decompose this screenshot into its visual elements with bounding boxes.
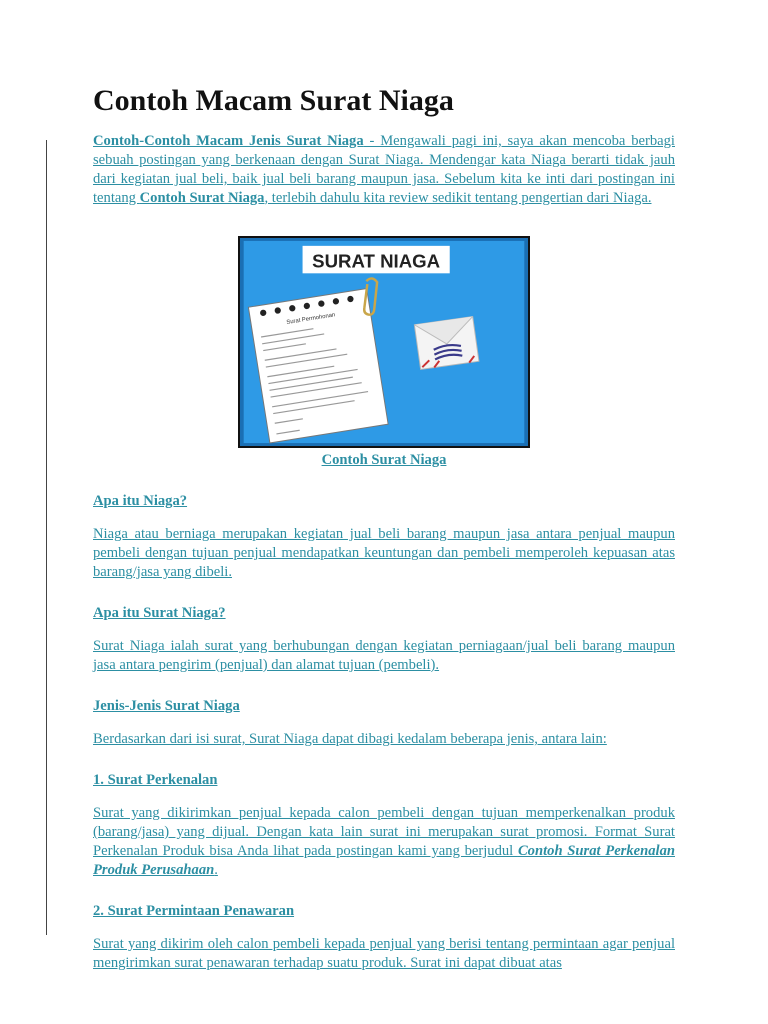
section-body[interactable]: Niaga atau berniaga merupakan kegiatan jual beli barang maupun jasa antara penjual maupun pembeli dengan tujuan penjual mendapatkan keuntungan dan pembeli memperoleh kepuasan atas barang/jasa yang dibeli. <box>93 526 675 580</box>
article-body <box>93 132 675 973</box>
intro-paragraph <box>93 132 675 208</box>
type-heading[interactable]: 1. Surat Perkenalan <box>93 772 218 788</box>
section-body[interactable]: Surat Niaga ialah surat yang berhubungan dengan kegiatan perniagaan/jual beli barang maupun jasa antara pengirim (penjual) dan alamat tujuan (pembeli). <box>93 638 675 673</box>
envelope-icon <box>414 317 479 370</box>
section-heading[interactable]: Apa itu Surat Niaga? <box>93 605 226 621</box>
margin-rule <box>46 140 47 935</box>
section-heading[interactable]: Jenis-Jenis Surat Niaga <box>93 698 240 714</box>
letter-paper <box>248 289 388 443</box>
section-body[interactable]: Berdasarkan dari isi surat, Surat Niaga dapat dibagi kedalam beberapa jenis, antara lain: <box>93 731 607 747</box>
figure <box>93 236 675 470</box>
banner-text: SURAT NIAGA <box>312 250 441 272</box>
page-title: Contoh Macam Surat Niaga <box>93 84 454 117</box>
type-body[interactable]: Surat yang dikirimkan penjual kepada calon pembeli dengan tujuan memperkenalkan produk (barang/jasa) yang dijual. Dengan kata lain surat ini merupakan surat promosi. Format Surat Perkenalan Produk bisa Anda lihat pada postingan kami yang berjudul Contoh Surat Perkenalan Produk Perusahaan. <box>93 805 676 878</box>
section-heading[interactable]: Apa itu Niaga? <box>93 493 188 509</box>
type-body[interactable]: Surat yang dikirim oleh calon pembeli kepada penjual yang berisi tentang permintaan agar penjual mengirimkan surat penawaran terhadap suatu produk. Surat ini dapat dibuat atas <box>93 936 675 971</box>
surat-niaga-illustration[interactable] <box>238 236 530 448</box>
type-heading[interactable]: 2. Surat Permintaan Penawaran <box>93 903 295 919</box>
svg-text:Surat Permohonan: Surat Permohonan <box>286 312 336 326</box>
figure-caption[interactable]: Contoh Surat Niaga <box>321 452 447 468</box>
intro-link[interactable]: Contoh-Contoh Macam Jenis Surat Niaga - Mengawali pagi ini, saya akan mencoba berbagi sebuah postingan yang berkenaan dengan Surat Niaga. Mendengar kata Niaga berarti tidak jauh dari kegiatan jual beli, baik jual beli barang maupun jasa. Sebelum kita ke inti dari postingan ini tentang Contoh Surat Niaga, terlebih dahulu kita review sedikit tentang pengertian dari Niaga. <box>93 133 675 206</box>
